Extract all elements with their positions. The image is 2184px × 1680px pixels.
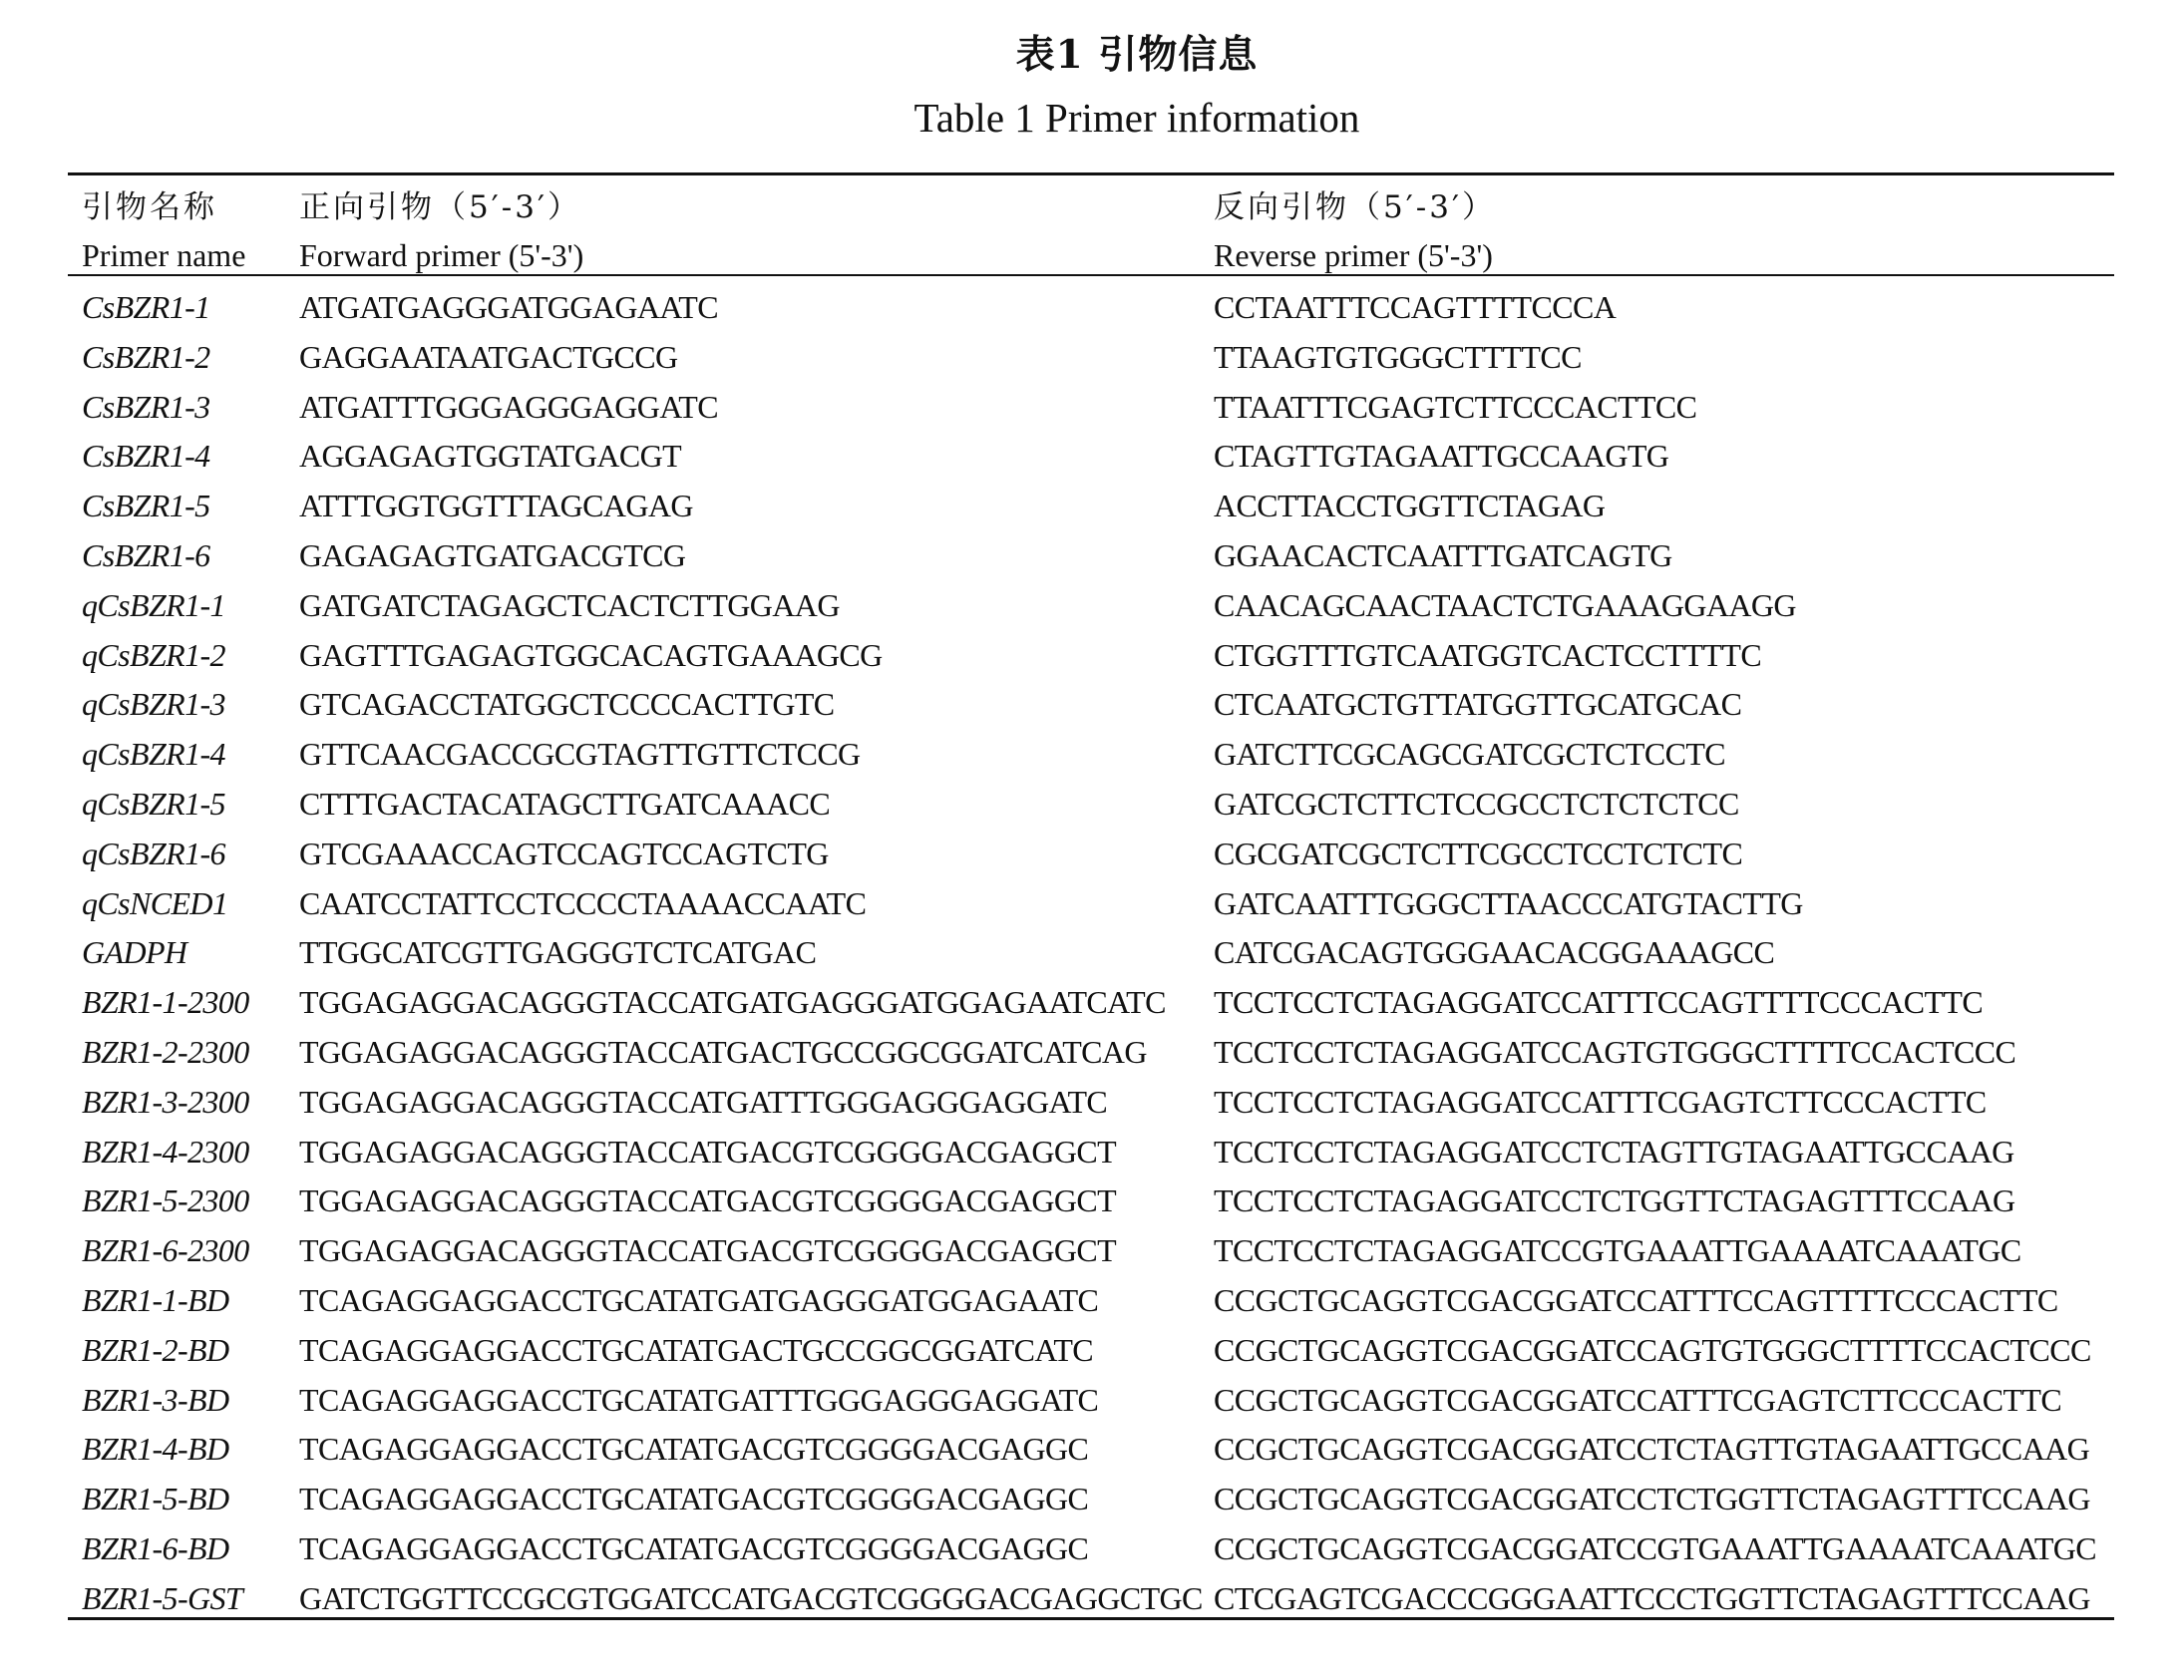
primer-name: BZR1-5-BD — [82, 1481, 229, 1517]
primer-name: BZR1-2-BD — [82, 1331, 229, 1368]
table-row — [0, 531, 2184, 581]
header-name-cn: 引物名称 — [82, 189, 217, 225]
forward-primer: TGGAGAGGACAGGGTACCATGACGTCGGGGACGAGGCT — [299, 1232, 1117, 1269]
reverse-primer: CATCGACAGTGGGAACACGGAAAGCC — [1214, 934, 1775, 971]
primer-name: CsBZR1-6 — [82, 536, 210, 573]
forward-primer: GTCGAAACCAGTCCAGTCCAGTCTG — [299, 835, 829, 871]
reverse-primer: TCCTCCTCTAGAGGATCCATTTCGAGTCTTCCCACTTC — [1214, 1083, 1987, 1120]
bottom-rule — [68, 1617, 2114, 1620]
forward-primer: ATTTGGTGGTTTAGCAGAG — [299, 488, 693, 524]
primer-name: CsBZR1-4 — [82, 438, 210, 475]
forward-primer: GTTCAACGACCGCGTAGTTGTTCTCCG — [299, 736, 861, 773]
reverse-primer: CCGCTGCAGGTCGACGGATCCTCTAGTTGTAGAATTGCCAAG — [1214, 1431, 2090, 1468]
table-row — [0, 1128, 2184, 1177]
table-row — [0, 383, 2184, 433]
forward-primer: TCAGAGGAGGACCTGCATATGACGTCGGGGACGAGGC — [299, 1431, 1089, 1468]
header-reverse-en: Reverse primer (5'-3') — [1214, 237, 1493, 273]
table-row — [0, 581, 2184, 631]
forward-primer: ATGATGAGGGATGGAGAATC — [299, 289, 718, 325]
primer-name: CsBZR1-2 — [82, 338, 210, 375]
top-rule — [68, 172, 2114, 175]
primer-name: BZR1-2-2300 — [82, 1033, 249, 1070]
table-row — [0, 1475, 2184, 1524]
forward-primer: TTGGCATCGTTGAGGGTCTCATGAC — [299, 934, 817, 971]
forward-primer: AGGAGAGTGGTATGACGT — [299, 438, 682, 475]
primer-name: qCsBZR1-5 — [82, 785, 225, 822]
table-row — [0, 879, 2184, 929]
primer-name: CsBZR1-1 — [82, 289, 210, 325]
primer-name: GADPH — [82, 934, 187, 971]
forward-primer: CAATCCTATTCCTCCCCTAAAACCAATC — [299, 884, 867, 921]
forward-primer: TGGAGAGGACAGGGTACCATGACGTCGGGGACGAGGCT — [299, 1182, 1117, 1219]
reverse-primer: CTGGTTTGTCAATGGTCACTCCTTTTC — [1214, 636, 1762, 673]
primer-name: qCsNCED1 — [82, 884, 228, 921]
reverse-primer: TCCTCCTCTAGAGGATCCTCTAGTTGTAGAATTGCCAAG — [1214, 1133, 2014, 1170]
primer-name: BZR1-6-2300 — [82, 1232, 249, 1269]
forward-primer: GAGAGAGTGATGACGTCG — [299, 536, 686, 573]
reverse-primer: GATCTTCGCAGCGATCGCTCTCCTC — [1214, 736, 1726, 773]
reverse-primer: TCCTCCTCTAGAGGATCCTCTGGTTCTAGAGTTTCCAAG — [1214, 1182, 2015, 1219]
reverse-primer: CCGCTGCAGGTCGACGGATCCGTGAAATTGAAAATCAAATGC — [1214, 1529, 2097, 1566]
forward-primer: TGGAGAGGACAGGGTACCATGATGAGGGATGGAGAATCATC — [299, 984, 1166, 1021]
forward-primer: TGGAGAGGACAGGGTACCATGACTGCCGGCGGATCATCAG — [299, 1033, 1147, 1070]
primer-name: BZR1-6-BD — [82, 1529, 229, 1566]
forward-primer: TCAGAGGAGGACCTGCATATGATGAGGGATGGAGAATC — [299, 1281, 1099, 1318]
forward-primer: TCAGAGGAGGACCTGCATATGACGTCGGGGACGAGGC — [299, 1481, 1089, 1517]
reverse-primer: CCTAATTTCCAGTTTTCCCA — [1214, 289, 1617, 325]
table-row — [0, 830, 2184, 879]
primer-name: qCsBZR1-2 — [82, 636, 225, 673]
primer-name: BZR1-3-2300 — [82, 1083, 249, 1120]
primer-name: qCsBZR1-6 — [82, 835, 225, 871]
forward-primer: ATGATTTGGGAGGGAGGATC — [299, 388, 718, 425]
table-row — [0, 1376, 2184, 1426]
forward-primer: TGGAGAGGACAGGGTACCATGATTTGGGAGGGAGGATC — [299, 1083, 1108, 1120]
table-row — [0, 283, 2184, 333]
primer-name: BZR1-4-BD — [82, 1431, 229, 1468]
reverse-primer: CCGCTGCAGGTCGACGGATCCATTTCGAGTCTTCCCACTTC — [1214, 1381, 2062, 1418]
table-row — [0, 1176, 2184, 1226]
primer-name: BZR1-3-BD — [82, 1381, 229, 1418]
table-row — [0, 482, 2184, 531]
forward-primer: GATCTGGTTCCGCGTGGATCCATGACGTCGGGGACGAGGCTGC — [299, 1579, 1203, 1616]
primer-name: qCsBZR1-3 — [82, 686, 225, 723]
forward-primer: TCAGAGGAGGACCTGCATATGATTTGGGAGGGAGGATC — [299, 1381, 1099, 1418]
header-name-en: Primer name — [82, 237, 246, 273]
reverse-primer: TCCTCCTCTAGAGGATCCATTTCCAGTTTTCCCACTTC — [1214, 984, 1984, 1021]
table-row — [0, 1028, 2184, 1078]
primer-name: qCsBZR1-4 — [82, 736, 225, 773]
primer-name: BZR1-1-BD — [82, 1281, 229, 1318]
header-forward-en: Forward primer (5'-3') — [299, 237, 584, 273]
table-row — [0, 333, 2184, 383]
table-title-en: Table 1 Primer information — [913, 95, 1360, 141]
header-reverse-cn: 反向引物（5′-3′） — [1214, 189, 1496, 225]
table-row — [0, 680, 2184, 730]
forward-primer: GAGGAATAATGACTGCCG — [299, 338, 678, 375]
table-row — [0, 1326, 2184, 1376]
primer-name: BZR1-5-2300 — [82, 1182, 249, 1219]
primer-name: BZR1-1-2300 — [82, 984, 249, 1021]
table-row — [0, 780, 2184, 830]
forward-primer: TCAGAGGAGGACCTGCATATGACTGCCGGCGGATCATC — [299, 1331, 1094, 1368]
reverse-primer: TCCTCCTCTAGAGGATCCGTGAAATTGAAAATCAAATGC — [1214, 1232, 2021, 1269]
primer-name: BZR1-5-GST — [82, 1579, 243, 1616]
reverse-primer: CTCAATGCTGTTATGGTTGCATGCAC — [1214, 686, 1742, 723]
forward-primer: TGGAGAGGACAGGGTACCATGACGTCGGGGACGAGGCT — [299, 1133, 1117, 1170]
primer-name: qCsBZR1-1 — [82, 586, 225, 623]
header-rule — [68, 274, 2114, 276]
table-title-cn: 表1 引物信息 — [1015, 32, 1259, 78]
table-row — [0, 631, 2184, 681]
header-forward-cn: 正向引物（5′-3′） — [299, 189, 581, 225]
table-row — [0, 730, 2184, 780]
reverse-primer: CAACAGCAACTAACTCTGAAAGGAAGG — [1214, 586, 1796, 623]
reverse-primer: TTAATTTCGAGTCTTCCCACTTCC — [1214, 388, 1697, 425]
forward-primer: GTCAGACCTATGGCTCCCCACTTGTC — [299, 686, 835, 723]
table-row — [0, 1276, 2184, 1326]
forward-primer: GATGATCTAGAGCTCACTCTTGGAAG — [299, 586, 840, 623]
reverse-primer: TCCTCCTCTAGAGGATCCAGTGTGGGCTTTTCCACTCCC — [1214, 1033, 2016, 1070]
table-row — [0, 1078, 2184, 1128]
reverse-primer: GGAACACTCAATTTGATCAGTG — [1214, 536, 1672, 573]
reverse-primer: GATCGCTCTTCTCCGCCTCTCTCTCC — [1214, 785, 1739, 822]
reverse-primer: TTAAGTGTGGGCTTTTCC — [1214, 338, 1582, 375]
forward-primer: CTTTGACTACATAGCTTGATCAAACC — [299, 785, 831, 822]
table-row — [0, 1425, 2184, 1475]
table-row — [0, 1226, 2184, 1276]
reverse-primer: CCGCTGCAGGTCGACGGATCCAGTGTGGGCTTTTCCACTCCC — [1214, 1331, 2091, 1368]
reverse-primer: ACCTTACCTGGTTCTAGAG — [1214, 488, 1606, 524]
table-row — [0, 1524, 2184, 1574]
primer-name: CsBZR1-5 — [82, 488, 210, 524]
reverse-primer: CCGCTGCAGGTCGACGGATCCATTTCCAGTTTTCCCACTTC — [1214, 1281, 2058, 1318]
primer-name: CsBZR1-3 — [82, 388, 210, 425]
reverse-primer: CGCGATCGCTCTTCGCCTCCTCTCTC — [1214, 835, 1743, 871]
reverse-primer: CCGCTGCAGGTCGACGGATCCTCTGGTTCTAGAGTTTCCAAG — [1214, 1481, 2090, 1517]
reverse-primer: GATCAATTTGGGCTTAACCCATGTACTTG — [1214, 884, 1803, 921]
table-row — [0, 928, 2184, 978]
forward-primer: GAGTTTGAGAGTGGCACAGTGAAAGCG — [299, 636, 883, 673]
table-row — [0, 432, 2184, 482]
table-row — [0, 978, 2184, 1028]
primer-name: BZR1-4-2300 — [82, 1133, 249, 1170]
reverse-primer: CTCGAGTCGACCCGGGAATTCCCTGGTTCTAGAGTTTCCAAG — [1214, 1579, 2090, 1616]
forward-primer: TCAGAGGAGGACCTGCATATGACGTCGGGGACGAGGC — [299, 1529, 1089, 1566]
primer-table-body — [0, 283, 2184, 1624]
reverse-primer: CTAGTTGTAGAATTGCCAAGTG — [1214, 438, 1669, 475]
